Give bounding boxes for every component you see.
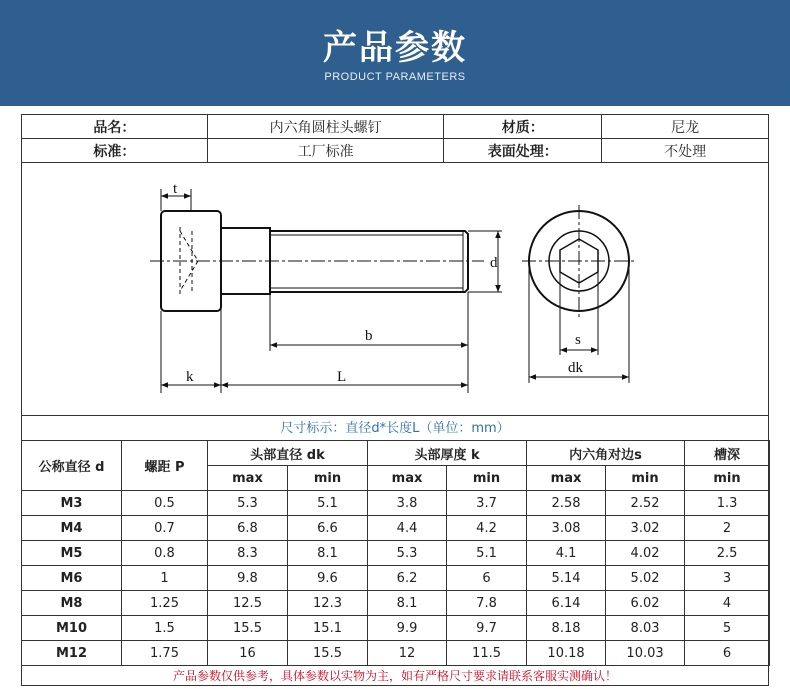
value-cell: 5 — [685, 616, 770, 641]
spec-table — [21, 440, 770, 666]
standard-value: 工厂标准 — [207, 139, 444, 163]
value-cell: 7.8 — [447, 591, 527, 616]
value-cell: 2.5 — [685, 541, 770, 566]
spec-body — [22, 491, 770, 666]
value-cell: 9.8 — [208, 566, 288, 591]
material-value: 尼龙 — [602, 115, 769, 139]
size-cell: M4 — [22, 516, 122, 541]
page-header — [0, 0, 790, 106]
size-cell: M6 — [22, 566, 122, 591]
value-cell: 9.6 — [288, 566, 368, 591]
standard-label: 标准： — [22, 139, 208, 163]
value-cell: 3.8 — [368, 491, 447, 516]
value-cell: 4 — [685, 591, 770, 616]
dim-label-L: L — [337, 369, 347, 385]
value-cell: 8.18 — [527, 616, 606, 641]
value-cell: 1.75 — [122, 641, 208, 666]
table-row — [22, 541, 770, 566]
value-cell: 6.02 — [606, 591, 685, 616]
value-cell: 0.7 — [122, 516, 208, 541]
screw-end-view — [522, 205, 636, 383]
header-head-thickness: 头部厚度 k — [368, 441, 527, 466]
size-cell: M8 — [22, 591, 122, 616]
dim-label-s: s — [575, 332, 581, 348]
value-cell: 3.02 — [606, 516, 685, 541]
size-cell: M10 — [22, 616, 122, 641]
value-cell: 5.3 — [208, 491, 288, 516]
value-cell: 5.1 — [447, 541, 527, 566]
dimension-caption: 尺寸标示：直径d*长度L（单位：mm） — [21, 415, 769, 441]
value-cell: 4.4 — [368, 516, 447, 541]
header-pitch: 螺距 P — [122, 441, 208, 491]
table-row — [22, 616, 770, 641]
dim-label-t: t — [173, 181, 178, 197]
table-row — [22, 491, 770, 516]
value-cell: 6 — [447, 566, 527, 591]
surface-treatment-label: 表面处理： — [444, 139, 602, 163]
value-cell: 0.5 — [122, 491, 208, 516]
size-cell: M5 — [22, 541, 122, 566]
page-title: 产品参数 — [323, 28, 467, 68]
value-cell: 4.2 — [447, 516, 527, 541]
value-cell: 1.25 — [122, 591, 208, 616]
size-cell: M3 — [22, 491, 122, 516]
value-cell: 8.1 — [288, 541, 368, 566]
value-cell: 1.3 — [685, 491, 770, 516]
header-hex-socket: 内六角对边s — [527, 441, 685, 466]
table-row — [22, 641, 770, 666]
value-cell: 2 — [685, 516, 770, 541]
value-cell: 6.8 — [208, 516, 288, 541]
table-row — [22, 516, 770, 541]
value-cell: 5.14 — [527, 566, 606, 591]
subheader-cell: max — [208, 466, 288, 491]
info-row — [22, 115, 769, 139]
product-name-label: 品名： — [22, 115, 208, 139]
product-info-table — [21, 114, 769, 163]
table-row — [22, 566, 770, 591]
surface-treatment-value: 不处理 — [602, 139, 769, 163]
dim-label-d: d — [490, 255, 498, 271]
dim-label-dk: dk — [568, 360, 583, 376]
value-cell: 3.08 — [527, 516, 606, 541]
size-cell: M12 — [22, 641, 122, 666]
value-cell: 3 — [685, 566, 770, 591]
value-cell: 4.1 — [527, 541, 606, 566]
dim-label-b: b — [365, 328, 373, 344]
header-head-diameter: 头部直径 dk — [208, 441, 368, 466]
dimension-lines — [161, 196, 498, 385]
value-cell: 1.5 — [122, 616, 208, 641]
value-cell: 12.5 — [208, 591, 288, 616]
header-nominal-diameter: 公称直径 d — [22, 441, 122, 491]
subheader-cell: min — [685, 466, 770, 491]
value-cell: 15.1 — [288, 616, 368, 641]
value-cell: 16 — [208, 641, 288, 666]
subheader-cell: max — [527, 466, 606, 491]
value-cell: 2.58 — [527, 491, 606, 516]
product-name-value: 内六角圆柱头螺钉 — [207, 115, 444, 139]
value-cell: 5.02 — [606, 566, 685, 591]
value-cell: 4.02 — [606, 541, 685, 566]
disclaimer-footer: 产品参数仅供参考，具体参数以实物为主，如有严格尺寸要求请联系客服实测确认！ — [21, 665, 769, 687]
value-cell: 10.03 — [606, 641, 685, 666]
value-cell: 11.5 — [447, 641, 527, 666]
value-cell: 1 — [122, 566, 208, 591]
value-cell: 0.8 — [122, 541, 208, 566]
value-cell: 6.2 — [368, 566, 447, 591]
subheader-cell: min — [447, 466, 527, 491]
value-cell: 10.18 — [527, 641, 606, 666]
value-cell: 8.3 — [208, 541, 288, 566]
technical-drawing — [22, 165, 768, 415]
value-cell: 5.3 — [368, 541, 447, 566]
material-label: 材质： — [444, 115, 602, 139]
value-cell: 12 — [368, 641, 447, 666]
subheader-cell: min — [606, 466, 685, 491]
dim-label-k: k — [186, 369, 194, 385]
value-cell: 2.52 — [606, 491, 685, 516]
value-cell: 3.7 — [447, 491, 527, 516]
value-cell: 5.1 — [288, 491, 368, 516]
value-cell: 6.14 — [527, 591, 606, 616]
value-cell: 9.7 — [447, 616, 527, 641]
value-cell: 15.5 — [288, 641, 368, 666]
spec-header-row — [22, 441, 770, 466]
value-cell: 15.5 — [208, 616, 288, 641]
header-slot-depth: 槽深 — [685, 441, 770, 466]
table-row — [22, 591, 770, 616]
value-cell: 12.3 — [288, 591, 368, 616]
subheader-cell: min — [288, 466, 368, 491]
value-cell: 8.03 — [606, 616, 685, 641]
value-cell: 8.1 — [368, 591, 447, 616]
value-cell: 6 — [685, 641, 770, 666]
value-cell: 9.9 — [368, 616, 447, 641]
info-row — [22, 139, 769, 163]
subheader-cell: max — [368, 466, 447, 491]
value-cell: 6.6 — [288, 516, 368, 541]
page-subtitle: PRODUCT PARAMETERS — [324, 71, 466, 83]
